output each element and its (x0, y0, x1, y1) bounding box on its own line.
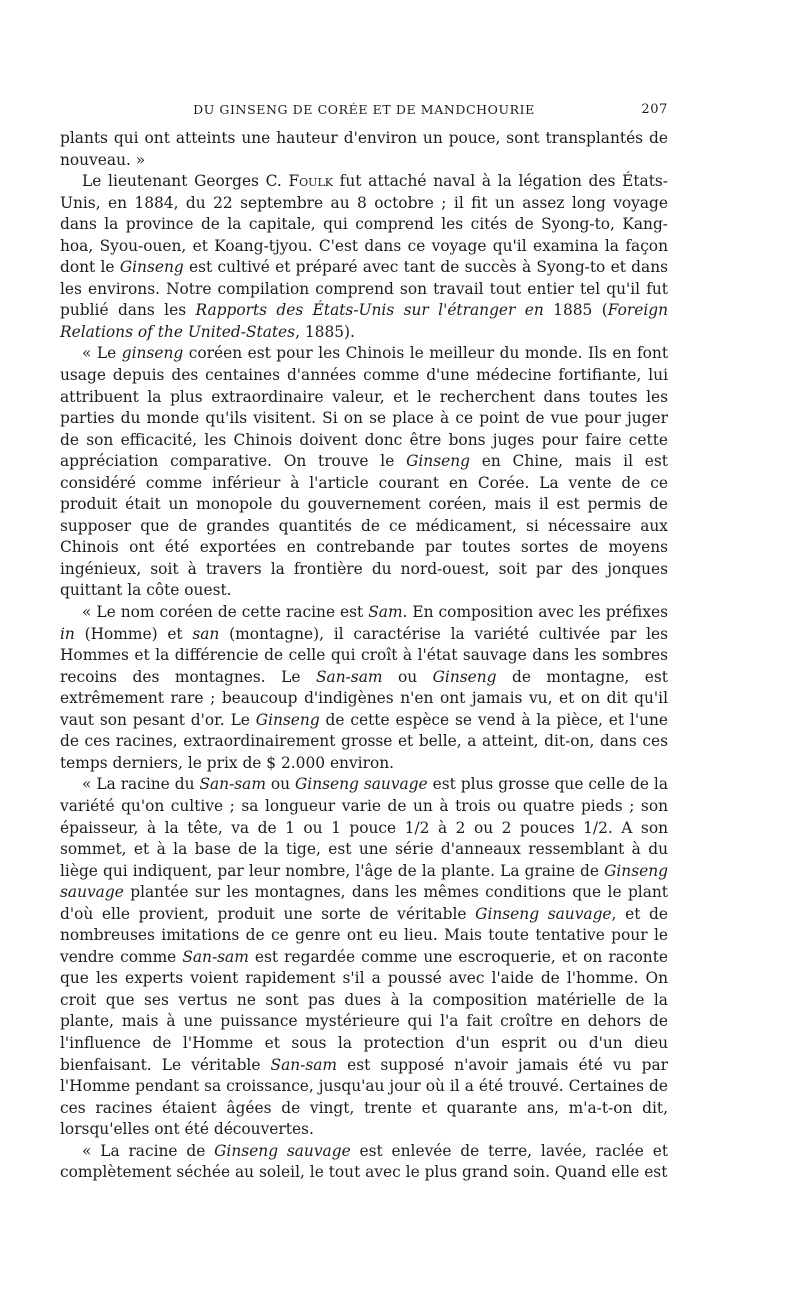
running-header (60, 92, 668, 128)
inline-text: plants qui ont atteints une hauteur d'environ un pouce, sont transplantés de nouveau. » (60, 129, 668, 169)
page-number: 207 (641, 102, 668, 117)
running-title: DU GINSENG DE CORÉE ET DE MANDCHOURIE (193, 102, 535, 117)
inline-text: de montagne, est extrêmement rare ; beaucoup d'indigènes n'en ont jamais vu, et on dit qu'il vaut son pesant d'or. Le (60, 667, 668, 729)
italic-text: Rapports des États-Unis sur l'étranger en (195, 301, 544, 320)
inline-text: est enlevée de terre, lavée, raclée et complètement séchée au soleil, le tout avec le plus grand soin. Quand elle est (60, 1141, 669, 1182)
inline-text: est supposé n'avoir jamais été vu par l'Homme pendant sa croissance, jusqu'au jour où il a été trouvé. Certaines de ces racines étaient âgées de vingt, trente et quarante ans, m'a-t-on dit, lorsqu'elles ont été découvertes. (60, 1055, 669, 1139)
italic-text: Ginseng sauvage (475, 904, 612, 923)
italic-text: San-sam (182, 947, 249, 966)
italic-text: Ginseng (406, 452, 470, 471)
italic-text: in (60, 624, 75, 643)
italic-text: San-sam (270, 1055, 338, 1074)
inline-text: fut attaché naval à la légation des États-Unis, en 1884, du 22 septembre au 8 octobre ; il fit un assez long voyage dans la province de la capitale, qui comprend les cités de Syong-to, Kang-hoa, Syou-ouen, et Koang-tjyou. C'est dans ce voyage qu'il examina la façon dont le (60, 172, 668, 277)
italic-text: Foreign Relations of the United-States (60, 301, 669, 341)
inline-text: ou (382, 667, 433, 686)
inline-text: est regardée comme une escroquerie, et on raconte que les experts voient rapidement s'il a poussé avec l'aide de l'homme. On croit que ses vertus ne sont pas dues à la composition matérielle de la plante, mais à une puissance mystérieure qui l'a fait croître en dehors de l'influence de l'Homme et sous la protection d'un esprit ou d'un dieu bienfaisant. Le véritable (60, 947, 668, 1074)
italic-text: Ginseng (255, 710, 320, 729)
inline-text: ou (265, 775, 295, 794)
inline-text: , 1885). (295, 322, 355, 341)
paragraph (60, 774, 668, 1140)
inline-text: coréen est pour les Chinois le meilleur du monde. Ils en font usage depuis des centaines d'années comme d'une médecine fortifiante, lui attribuent la plus extraordinaire valeur, et le recherchent dans toutes les parties du monde qu'ils visitent. Si on se place à ce point de vue pour juger de son efficacité, les Chinois doivent donc être bons juges pour faire cette appréciation comparative. On trouve le (60, 344, 669, 471)
paragraph (60, 602, 668, 774)
inline-text: « La racine de (82, 1141, 215, 1160)
paragraph (60, 171, 668, 343)
paragraph (60, 343, 668, 602)
inline-text: (montagne), il caractérise la variété cultivée par les Hommes et la différencie de celle qui croît à l'état sauvage dans les sombres recoins des montagnes. Le (60, 624, 668, 686)
author-name: Foulk (288, 172, 333, 191)
italic-text: san (192, 624, 220, 643)
italic-text: Ginseng sauvage (214, 1141, 351, 1160)
italic-text: San-sam (315, 667, 383, 686)
inline-text: (Homme) et (74, 624, 193, 643)
italic-text: Sam (368, 603, 403, 622)
italic-text: Ginseng (432, 667, 497, 686)
italic-text: San-sam (199, 775, 266, 794)
inline-text: , et de nombreuses imitations de ce genre ont eu lieu. Mais toute tentative pour le vendre comme (60, 904, 668, 966)
italic-text: Ginseng sauvage (295, 775, 428, 794)
inline-text: « La racine du (82, 775, 200, 794)
inline-text: « Le nom coréen de cette racine est (82, 603, 369, 622)
inline-text: plantée sur les montagnes, dans les mêmes conditions que le plant d'où elle provient, produit une sorte de véritable (60, 883, 668, 923)
paragraph (60, 128, 668, 171)
paragraph (60, 1141, 668, 1184)
inline-text: Le lieutenant Georges C. (82, 172, 289, 191)
inline-text: est plus grosse que celle de la variété qu'on cultive ; sa longueur varie de un à trois ou quatre pieds ; son épaisseur, à la tête, va de 1 ou 1 pouce 1/2 à 2 ou 2 pouces 1/2. A son sommet, et à la base de la tige, est une série d'anneaux ressemblant à du liège qui indiquent, par leur nombre, l'âge de la plante. La graine de (60, 775, 668, 880)
italic-text: Ginseng (119, 258, 184, 277)
inline-text: 1885 ( (543, 301, 608, 320)
inline-text: . En composition avec les préfixes (402, 603, 669, 622)
inline-text: en Chine, mais il est considéré comme inférieur à l'article courant en Corée. La vente de ce produit était un monopole du gouvernement coréen, mais il est permis de supposer que de grandes quantités de ce médicament, si nécessaire aux Chinois ont été exportées en contrebande par toutes sortes de moyens ingénieux, soit à travers la frontière du nord-ouest, soit par des jonques quittant la côte ouest. (60, 452, 668, 600)
book-page (60, 92, 668, 1184)
inline-text: de cette espèce se vend à la pièce, et l'une de ces racines, extraordinairement grosse et belle, a atteint, dit-on, dans ces temps derniers, le prix de $ 2.000 environ. (60, 710, 669, 772)
inline-text: est cultivé et préparé avec tant de succès à Syong-to et dans les environs. Notre compilation comprend son travail tout entier tel qu'il fut publié dans les (60, 258, 669, 320)
italic-text: Ginseng sauvage (60, 861, 668, 902)
inline-text: « Le (82, 344, 122, 363)
body-text (60, 128, 668, 1184)
italic-text: ginseng (121, 344, 184, 363)
